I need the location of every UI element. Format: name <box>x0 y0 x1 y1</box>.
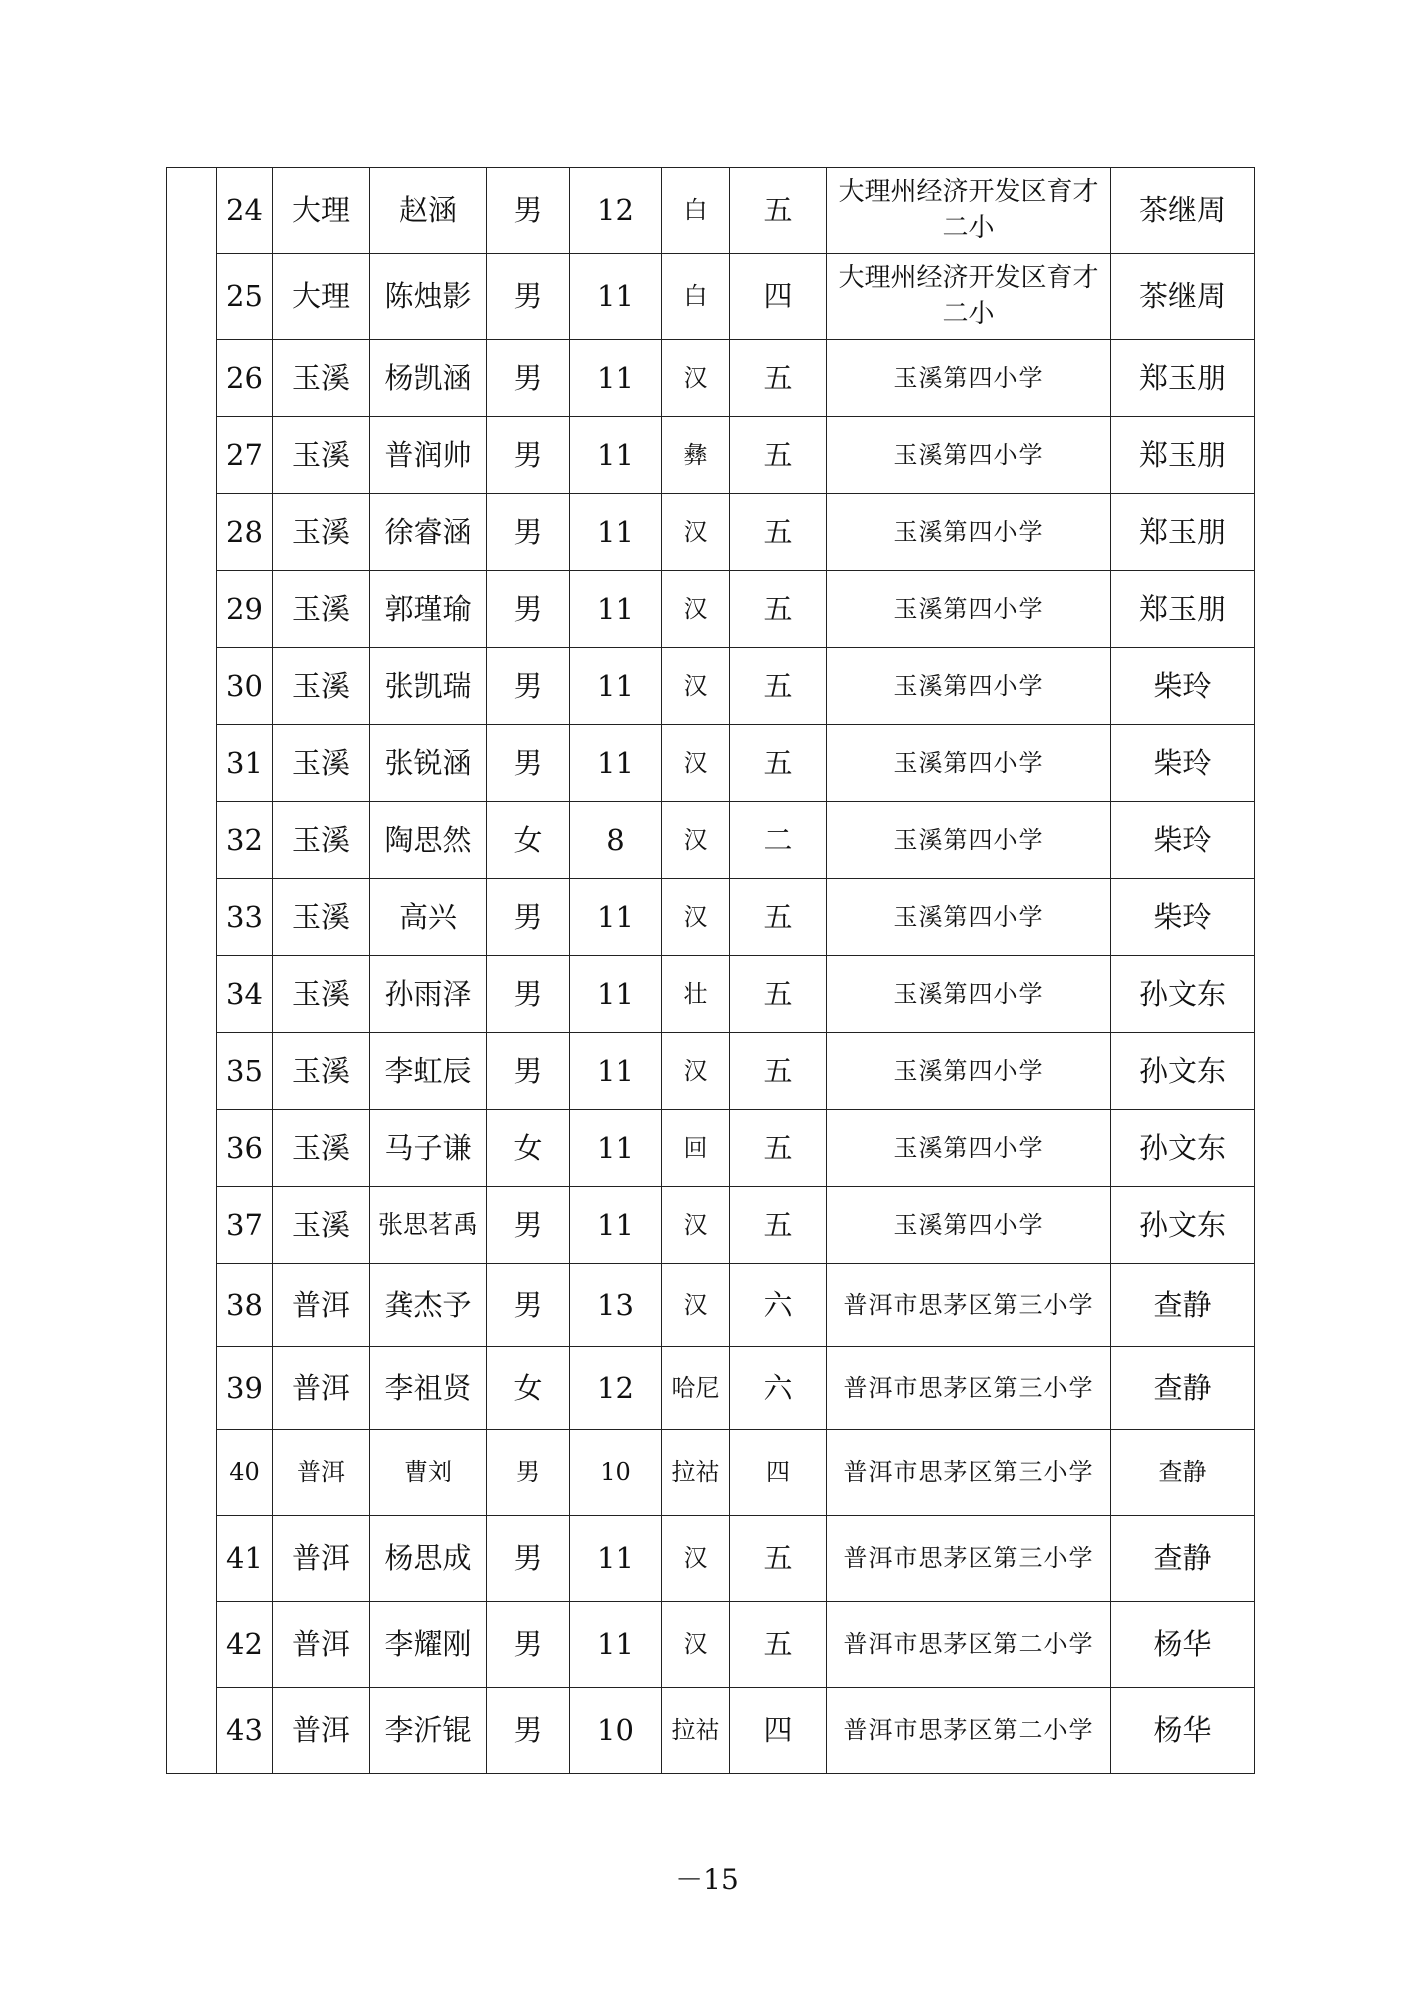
ethnicity-cell: 汉 <box>662 571 730 648</box>
school-cell: 玉溪第四小学 <box>827 1110 1111 1187</box>
row-number: 34 <box>217 956 273 1033</box>
age-cell: 13 <box>570 1264 662 1347</box>
row-number: 25 <box>217 254 273 340</box>
teacher-cell: 孙文东 <box>1111 1187 1255 1264</box>
region-cell: 玉溪 <box>273 879 370 956</box>
row-number: 42 <box>217 1602 273 1688</box>
gender-cell: 男 <box>487 254 570 340</box>
school-cell: 大理州经济开发区育才二小 <box>827 254 1111 340</box>
grade-cell: 六 <box>730 1347 827 1430</box>
gender-cell: 男 <box>487 648 570 725</box>
age-cell: 11 <box>570 1516 662 1602</box>
table-row <box>167 494 1255 571</box>
grade-cell: 五 <box>730 879 827 956</box>
ethnicity-cell: 汉 <box>662 879 730 956</box>
gender-cell: 男 <box>487 417 570 494</box>
table-row <box>167 725 1255 802</box>
age-cell: 11 <box>570 254 662 340</box>
grade-cell: 五 <box>730 956 827 1033</box>
age-cell: 11 <box>570 1187 662 1264</box>
row-number: 30 <box>217 648 273 725</box>
grade-cell: 五 <box>730 1516 827 1602</box>
grade-cell: 五 <box>730 1110 827 1187</box>
ethnicity-cell: 汉 <box>662 1187 730 1264</box>
grade-cell: 五 <box>730 1033 827 1110</box>
age-cell: 11 <box>570 648 662 725</box>
ethnicity-cell: 汉 <box>662 648 730 725</box>
teacher-cell: 郑玉朋 <box>1111 417 1255 494</box>
table-row <box>167 802 1255 879</box>
student-name: 李沂锟 <box>370 1688 487 1774</box>
student-name: 高兴 <box>370 879 487 956</box>
table-row <box>167 168 1255 254</box>
student-name: 张锐涵 <box>370 725 487 802</box>
row-number: 24 <box>217 168 273 254</box>
table-row <box>167 417 1255 494</box>
gender-cell: 男 <box>487 1033 570 1110</box>
grade-cell: 五 <box>730 1602 827 1688</box>
table-row <box>167 1110 1255 1187</box>
gender-cell: 男 <box>487 1602 570 1688</box>
row-number: 38 <box>217 1264 273 1347</box>
gender-cell: 男 <box>487 571 570 648</box>
ethnicity-cell: 汉 <box>662 1264 730 1347</box>
region-cell: 玉溪 <box>273 571 370 648</box>
student-name: 陈烛影 <box>370 254 487 340</box>
ethnicity-cell: 汉 <box>662 1516 730 1602</box>
ethnicity-cell: 拉祜 <box>662 1430 730 1516</box>
gender-cell: 女 <box>487 1110 570 1187</box>
table-row <box>167 1264 1255 1347</box>
gender-cell: 男 <box>487 1688 570 1774</box>
school-cell: 玉溪第四小学 <box>827 956 1111 1033</box>
student-name: 李虹辰 <box>370 1033 487 1110</box>
grade-cell: 四 <box>730 1430 827 1516</box>
region-cell: 玉溪 <box>273 1033 370 1110</box>
region-cell: 玉溪 <box>273 802 370 879</box>
age-cell: 11 <box>570 494 662 571</box>
region-cell: 玉溪 <box>273 1187 370 1264</box>
table-row <box>167 1033 1255 1110</box>
teacher-cell: 孙文东 <box>1111 1110 1255 1187</box>
region-cell: 玉溪 <box>273 648 370 725</box>
age-cell: 10 <box>570 1688 662 1774</box>
school-cell: 玉溪第四小学 <box>827 571 1111 648</box>
school-cell: 普洱市思茅区第三小学 <box>827 1264 1111 1347</box>
age-cell: 11 <box>570 571 662 648</box>
student-name: 李祖贤 <box>370 1347 487 1430</box>
ethnicity-cell: 回 <box>662 1110 730 1187</box>
student-name: 徐睿涵 <box>370 494 487 571</box>
school-cell: 普洱市思茅区第二小学 <box>827 1688 1111 1774</box>
grade-cell: 六 <box>730 1264 827 1347</box>
ethnicity-cell: 汉 <box>662 1602 730 1688</box>
gender-cell: 女 <box>487 1347 570 1430</box>
region-cell: 玉溪 <box>273 725 370 802</box>
student-name: 赵涵 <box>370 168 487 254</box>
school-cell: 玉溪第四小学 <box>827 802 1111 879</box>
row-number: 43 <box>217 1688 273 1774</box>
region-cell: 普洱 <box>273 1516 370 1602</box>
student-name: 郭瑾瑜 <box>370 571 487 648</box>
age-cell: 11 <box>570 1033 662 1110</box>
grade-cell: 五 <box>730 417 827 494</box>
age-cell: 12 <box>570 1347 662 1430</box>
gender-cell: 男 <box>487 879 570 956</box>
school-cell: 大理州经济开发区育才二小 <box>827 168 1111 254</box>
teacher-cell: 柴玲 <box>1111 879 1255 956</box>
grade-cell: 四 <box>730 1688 827 1774</box>
region-cell: 普洱 <box>273 1602 370 1688</box>
student-name: 杨思成 <box>370 1516 487 1602</box>
gender-cell: 男 <box>487 494 570 571</box>
teacher-cell: 郑玉朋 <box>1111 340 1255 417</box>
row-number: 39 <box>217 1347 273 1430</box>
table-row <box>167 1516 1255 1602</box>
ethnicity-cell: 汉 <box>662 725 730 802</box>
teacher-cell: 柴玲 <box>1111 725 1255 802</box>
ethnicity-cell: 彝 <box>662 417 730 494</box>
student-name: 马子谦 <box>370 1110 487 1187</box>
row-number: 31 <box>217 725 273 802</box>
teacher-cell: 孙文东 <box>1111 1033 1255 1110</box>
table-row <box>167 956 1255 1033</box>
ethnicity-cell: 白 <box>662 254 730 340</box>
ethnicity-cell: 拉祜 <box>662 1688 730 1774</box>
table-row <box>167 571 1255 648</box>
ethnicity-cell: 白 <box>662 168 730 254</box>
teacher-cell: 茶继周 <box>1111 168 1255 254</box>
table-row <box>167 340 1255 417</box>
row-number: 37 <box>217 1187 273 1264</box>
table-row <box>167 1187 1255 1264</box>
age-cell: 11 <box>570 725 662 802</box>
teacher-cell: 孙文东 <box>1111 956 1255 1033</box>
teacher-cell: 查静 <box>1111 1516 1255 1602</box>
table-row <box>167 648 1255 725</box>
ethnicity-cell: 哈尼 <box>662 1347 730 1430</box>
grade-cell: 五 <box>730 494 827 571</box>
region-cell: 普洱 <box>273 1347 370 1430</box>
grade-cell: 五 <box>730 340 827 417</box>
table-row <box>167 1688 1255 1774</box>
gender-cell: 男 <box>487 1516 570 1602</box>
gender-cell: 男 <box>487 1187 570 1264</box>
table-row <box>167 1347 1255 1430</box>
page-number: －15 <box>675 1863 739 1896</box>
teacher-cell: 郑玉朋 <box>1111 571 1255 648</box>
age-cell: 11 <box>570 1602 662 1688</box>
grade-cell: 四 <box>730 254 827 340</box>
grade-cell: 二 <box>730 802 827 879</box>
ethnicity-cell: 汉 <box>662 340 730 417</box>
gender-cell: 男 <box>487 1264 570 1347</box>
school-cell: 普洱市思茅区第三小学 <box>827 1516 1111 1602</box>
teacher-cell: 柴玲 <box>1111 648 1255 725</box>
ethnicity-cell: 汉 <box>662 494 730 571</box>
gender-cell: 女 <box>487 802 570 879</box>
grade-cell: 五 <box>730 725 827 802</box>
age-cell: 11 <box>570 956 662 1033</box>
teacher-cell: 查静 <box>1111 1430 1255 1516</box>
teacher-cell: 杨华 <box>1111 1688 1255 1774</box>
age-cell: 12 <box>570 168 662 254</box>
age-cell: 11 <box>570 879 662 956</box>
student-name: 杨凯涵 <box>370 340 487 417</box>
school-cell: 玉溪第四小学 <box>827 1033 1111 1110</box>
gender-cell: 男 <box>487 168 570 254</box>
ethnicity-cell: 汉 <box>662 1033 730 1110</box>
table-row <box>167 1430 1255 1516</box>
gender-cell: 男 <box>487 956 570 1033</box>
region-cell: 大理 <box>273 254 370 340</box>
region-cell: 玉溪 <box>273 1110 370 1187</box>
student-name: 普润帅 <box>370 417 487 494</box>
student-name: 龚杰予 <box>370 1264 487 1347</box>
region-cell: 普洱 <box>273 1688 370 1774</box>
group-column <box>167 168 217 1774</box>
teacher-cell: 查静 <box>1111 1347 1255 1430</box>
gender-cell: 男 <box>487 340 570 417</box>
gender-cell: 男 <box>487 725 570 802</box>
grade-cell: 五 <box>730 168 827 254</box>
row-number: 40 <box>217 1430 273 1516</box>
region-cell: 普洱 <box>273 1430 370 1516</box>
teacher-cell: 杨华 <box>1111 1602 1255 1688</box>
teacher-cell: 茶继周 <box>1111 254 1255 340</box>
grade-cell: 五 <box>730 571 827 648</box>
row-number: 26 <box>217 340 273 417</box>
school-cell: 玉溪第四小学 <box>827 417 1111 494</box>
region-cell: 普洱 <box>273 1264 370 1347</box>
student-name: 李耀刚 <box>370 1602 487 1688</box>
student-name: 孙雨泽 <box>370 956 487 1033</box>
school-cell: 玉溪第四小学 <box>827 340 1111 417</box>
row-number: 27 <box>217 417 273 494</box>
row-number: 35 <box>217 1033 273 1110</box>
student-name: 张思茗禹 <box>370 1187 487 1264</box>
teacher-cell: 柴玲 <box>1111 802 1255 879</box>
school-cell: 玉溪第四小学 <box>827 648 1111 725</box>
region-cell: 玉溪 <box>273 417 370 494</box>
student-name: 张凯瑞 <box>370 648 487 725</box>
school-cell: 玉溪第四小学 <box>827 494 1111 571</box>
region-cell: 大理 <box>273 168 370 254</box>
gender-cell: 男 <box>487 1430 570 1516</box>
school-cell: 普洱市思茅区第二小学 <box>827 1602 1111 1688</box>
age-cell: 11 <box>570 340 662 417</box>
row-number: 28 <box>217 494 273 571</box>
ethnicity-cell: 壮 <box>662 956 730 1033</box>
grade-cell: 五 <box>730 648 827 725</box>
table-row <box>167 1602 1255 1688</box>
school-cell: 玉溪第四小学 <box>827 879 1111 956</box>
school-cell: 玉溪第四小学 <box>827 725 1111 802</box>
student-name: 陶思然 <box>370 802 487 879</box>
region-cell: 玉溪 <box>273 956 370 1033</box>
age-cell: 8 <box>570 802 662 879</box>
row-number: 41 <box>217 1516 273 1602</box>
table-row <box>167 879 1255 956</box>
row-number: 32 <box>217 802 273 879</box>
ethnicity-cell: 汉 <box>662 802 730 879</box>
row-number: 33 <box>217 879 273 956</box>
age-cell: 11 <box>570 1110 662 1187</box>
age-cell: 10 <box>570 1430 662 1516</box>
row-number: 29 <box>217 571 273 648</box>
student-roster-table <box>166 167 1255 1774</box>
teacher-cell: 查静 <box>1111 1264 1255 1347</box>
age-cell: 11 <box>570 417 662 494</box>
school-cell: 普洱市思茅区第三小学 <box>827 1347 1111 1430</box>
row-number: 36 <box>217 1110 273 1187</box>
student-name: 曹刘 <box>370 1430 487 1516</box>
region-cell: 玉溪 <box>273 340 370 417</box>
school-cell: 普洱市思茅区第三小学 <box>827 1430 1111 1516</box>
region-cell: 玉溪 <box>273 494 370 571</box>
grade-cell: 五 <box>730 1187 827 1264</box>
school-cell: 玉溪第四小学 <box>827 1187 1111 1264</box>
table-row <box>167 254 1255 340</box>
teacher-cell: 郑玉朋 <box>1111 494 1255 571</box>
